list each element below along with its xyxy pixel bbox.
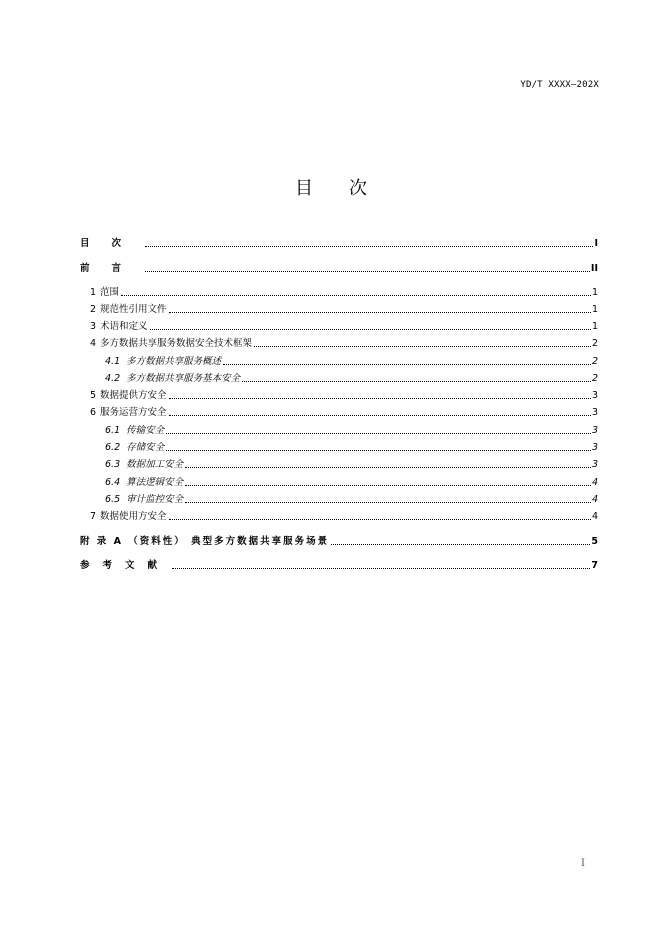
toc-entry-4-1[interactable] bbox=[105, 354, 598, 368]
toc-leader bbox=[169, 398, 591, 399]
toc-entry-page: 3 bbox=[591, 390, 598, 401]
toc-entry-number: 6 bbox=[90, 407, 97, 418]
toc-entry-foreword[interactable] bbox=[80, 261, 598, 275]
toc-entry-text: 规范性引用文件 bbox=[100, 304, 167, 315]
toc-entry-page: I bbox=[594, 238, 598, 249]
page-title: 目次 bbox=[295, 178, 403, 199]
toc-entry-number: 3 bbox=[90, 321, 97, 332]
toc-leader bbox=[223, 364, 591, 365]
toc-entry-page: 4 bbox=[591, 511, 598, 522]
toc-entry-page: 4 bbox=[591, 494, 598, 505]
toc-entry-page: 5 bbox=[591, 536, 598, 547]
toc-leader bbox=[185, 485, 591, 486]
toc-entry-text: 参考文献 bbox=[80, 560, 171, 571]
page-number: I bbox=[581, 858, 585, 869]
toc-leader bbox=[121, 295, 591, 296]
toc-entry-page: 4 bbox=[591, 477, 598, 488]
toc-entry-page: 1 bbox=[591, 287, 598, 298]
toc-leader bbox=[145, 246, 593, 247]
toc-entry-page: 2 bbox=[591, 356, 598, 367]
toc-entry-text: 数据提供方安全 bbox=[100, 390, 167, 401]
toc-entry-number: 7 bbox=[90, 511, 97, 522]
toc-entry-references[interactable] bbox=[80, 558, 598, 572]
toc-entry-number: 6.4 bbox=[105, 477, 121, 488]
toc-entry-text: 审计监控安全 bbox=[126, 494, 184, 505]
toc-entry-number: 5 bbox=[90, 390, 97, 401]
toc-entry-text: 传输安全 bbox=[126, 425, 165, 436]
toc-entry-number: 6.5 bbox=[105, 494, 121, 505]
toc-entry-text: 数据使用方安全 bbox=[100, 511, 167, 522]
toc-leader bbox=[185, 467, 591, 468]
toc-entry-page: 2 bbox=[591, 373, 598, 384]
toc-entry-7[interactable] bbox=[90, 509, 598, 523]
toc-entry-text: 服务运营方安全 bbox=[100, 407, 167, 418]
toc-entry-number: 6.2 bbox=[105, 442, 121, 453]
toc-entry-text: 多方数据共享服务概述 bbox=[126, 356, 222, 367]
toc-entry-text: 存储安全 bbox=[126, 442, 165, 453]
toc-entry-text: 术语和定义 bbox=[100, 321, 148, 332]
toc-entry-6-5[interactable] bbox=[105, 492, 598, 506]
toc-entry-contents[interactable] bbox=[80, 236, 598, 250]
toc-entry-page: 7 bbox=[591, 560, 598, 571]
toc-entry-page: II bbox=[590, 263, 598, 274]
toc-entry-number: 4 bbox=[90, 338, 97, 349]
toc-entry-page: 1 bbox=[591, 321, 598, 332]
toc-entry-text: 前言 bbox=[80, 263, 144, 274]
toc-leader bbox=[331, 544, 590, 545]
toc-leader bbox=[145, 271, 590, 272]
toc-entry-6-4[interactable] bbox=[105, 475, 598, 489]
toc-entry-3[interactable] bbox=[90, 319, 598, 333]
toc-entry-4[interactable] bbox=[90, 336, 598, 350]
toc-leader bbox=[254, 346, 591, 347]
toc-leader bbox=[169, 312, 591, 313]
toc-entry-text: 算法逻辑安全 bbox=[126, 477, 184, 488]
toc-entry-text: 多方数据共享服务数据安全技术框架 bbox=[100, 338, 253, 349]
toc-entry-text: 多方数据共享服务基本安全 bbox=[126, 373, 241, 384]
toc-entry-page: 3 bbox=[591, 425, 598, 436]
toc-entry-text: 数据加工安全 bbox=[126, 459, 184, 470]
toc-entry-6-2[interactable] bbox=[105, 440, 598, 454]
toc-leader bbox=[185, 502, 591, 503]
toc-entry-2[interactable] bbox=[90, 302, 598, 316]
toc-entry-5[interactable] bbox=[90, 388, 598, 402]
toc-entry-page: 3 bbox=[591, 459, 598, 470]
toc-entry-page: 2 bbox=[591, 338, 598, 349]
toc-leader bbox=[150, 329, 591, 330]
toc-leader bbox=[166, 433, 591, 434]
toc-entry-number: 6.3 bbox=[105, 459, 121, 470]
toc-entry-number: 4.1 bbox=[105, 356, 121, 367]
toc-entry-1[interactable] bbox=[90, 285, 598, 299]
toc-entry-number: 2 bbox=[90, 304, 97, 315]
toc-entry-page: 3 bbox=[591, 442, 598, 453]
toc-entry-number: 1 bbox=[90, 287, 97, 298]
toc-leader bbox=[166, 450, 591, 451]
toc-entry-6[interactable] bbox=[90, 405, 598, 419]
standard-code: YD/T XXXX—202X bbox=[520, 80, 599, 90]
toc-entry-appendix-a[interactable] bbox=[80, 534, 598, 548]
toc-leader bbox=[169, 519, 591, 520]
toc-leader bbox=[242, 381, 591, 382]
toc-entry-number: 6.1 bbox=[105, 425, 121, 436]
toc-leader bbox=[169, 415, 591, 416]
toc-entry-page: 3 bbox=[591, 407, 598, 418]
toc-entry-6-3[interactable] bbox=[105, 457, 598, 471]
toc-entry-number: 4.2 bbox=[105, 373, 121, 384]
toc-entry-text: 目次 bbox=[80, 238, 144, 249]
toc-entry-page: 1 bbox=[591, 304, 598, 315]
toc-entry-text: 附 录 A （资料性） 典型多方数据共享服务场景 bbox=[80, 536, 330, 547]
toc-entry-4-2[interactable] bbox=[105, 371, 598, 385]
toc-leader bbox=[172, 568, 590, 569]
toc-entry-text: 范围 bbox=[100, 287, 120, 298]
toc-entry-6-1[interactable] bbox=[105, 423, 598, 437]
